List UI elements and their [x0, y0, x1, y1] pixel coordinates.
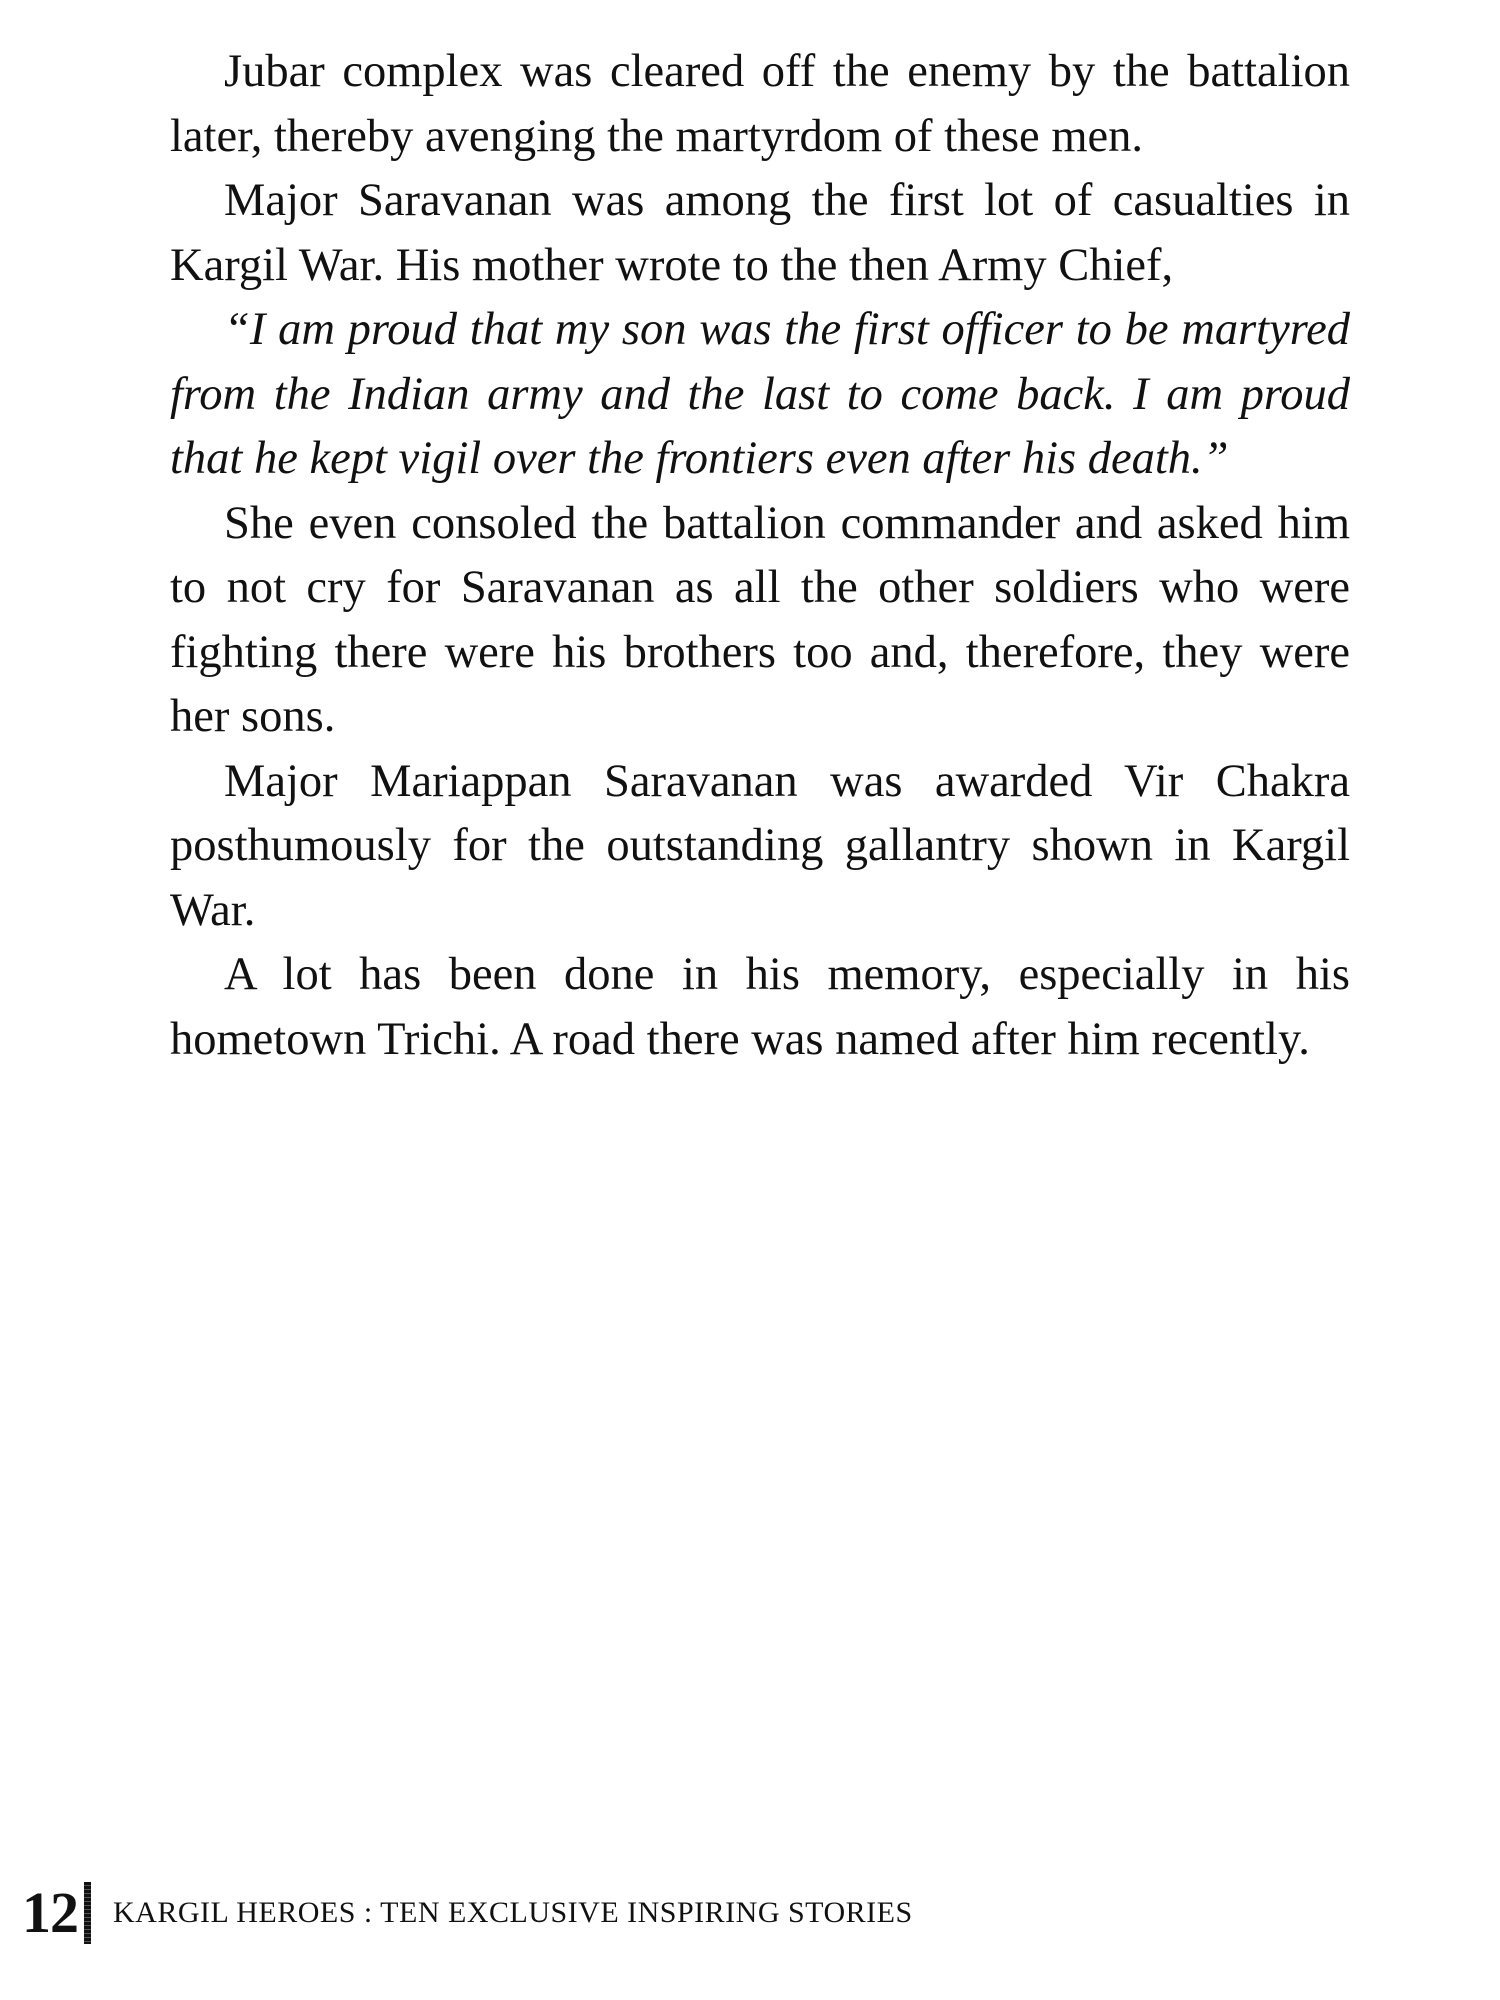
paragraph-first-casualties: Major Saravanan was among the first lot of casualties in Kargil War. His mother wrote to the then Army Chief, — [170, 175, 1350, 291]
running-book-title: KARGIL HEROES : TEN EXCLUSIVE INSPIRING STORIES — [113, 1896, 913, 1929]
page-number: 12 — [22, 1880, 78, 1945]
paragraph-consoled-commander: She even consoled the battalion commander and asked him to not cry for Saravanan as all the other soldiers who were fighting there were his brothers too and, therefore, they were her sons. — [170, 497, 1350, 742]
footer-divider — [84, 1882, 91, 1944]
page-body-text — [170, 40, 1350, 1072]
paragraph-memory-trichi: A lot has been done in his memory, especially in his hometown Trichi. A road there was named after him recently. — [170, 949, 1350, 1065]
paragraph-jubar-complex: Jubar complex was cleared off the enemy by the battalion later, thereby avenging the martyrdom of these men. — [170, 46, 1350, 162]
page-footer — [22, 1880, 913, 1946]
paragraph-vir-chakra: Major Mariappan Saravanan was awarded Vir Chakra posthumously for the outstanding gallantry shown in Kargil War. — [170, 755, 1350, 936]
mother-quote: “I am proud that my son was the first officer to be martyred from the Indian army and the last to come back. I am proud that he kept vigil over the frontiers even after his death.” — [170, 304, 1350, 484]
